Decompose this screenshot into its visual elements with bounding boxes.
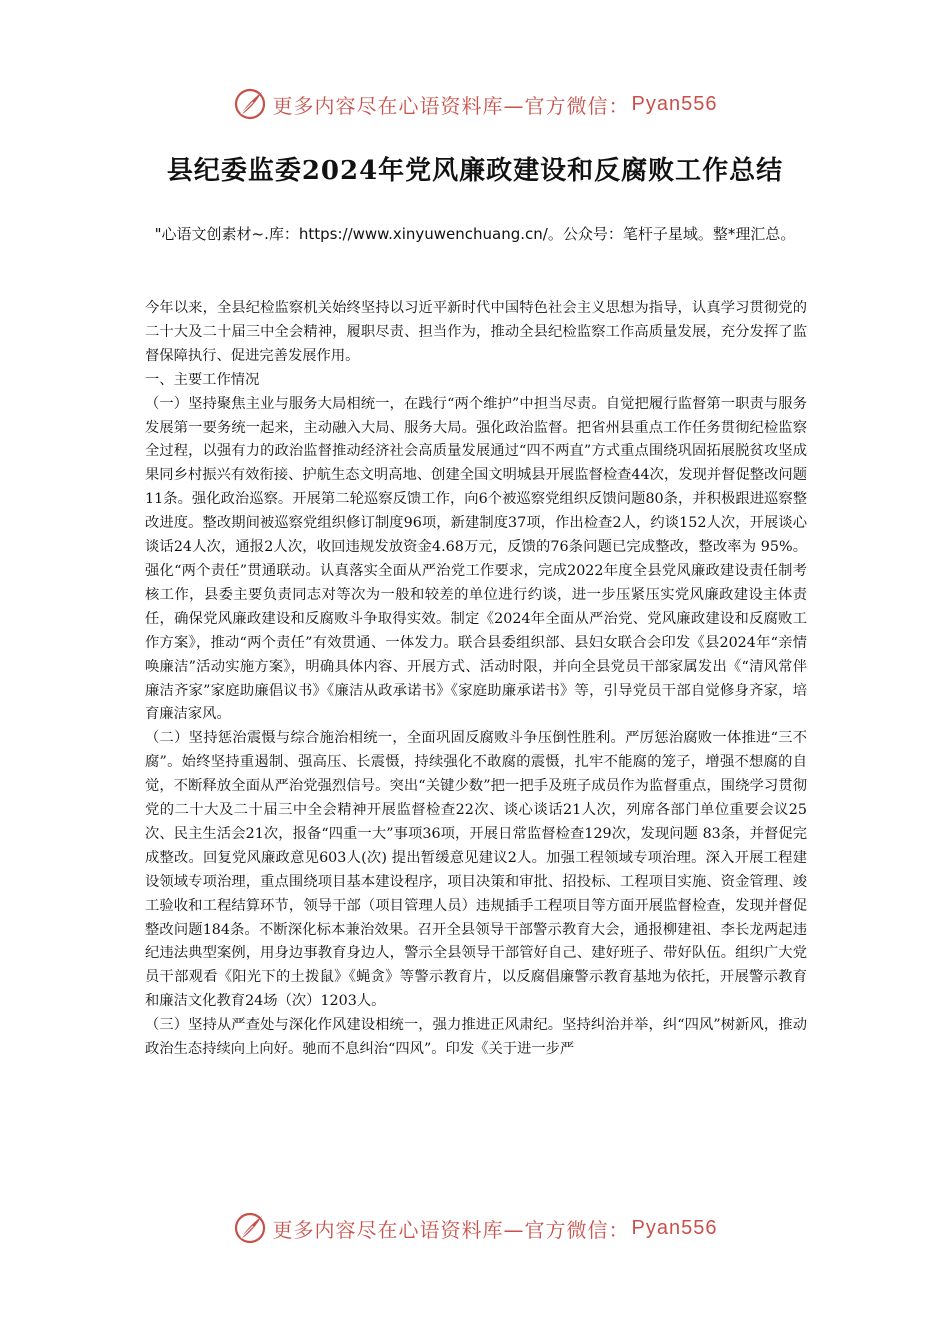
wechat-id: Pyan556	[631, 1216, 718, 1239]
watermark-text: 更多内容尽在心语资料库—官方微信：	[272, 1217, 630, 1242]
body-paragraph-2: （二）坚持惩治震慑与综合施治相统一，全面巩固反腐败斗争压倒性胜利。严厉惩治腐败一体推进“三不腐”。始终坚持重遏制、强高压、长震慑，持续强化不敢腐的震慑，扎牢不能腐的笼子，增强不想腐的自觉，不断释放全面从严治党强烈信号。突出“关键少数”把一把手及班子成员作为监督重点，围绕学习贯彻党的二十大及二十届三中全会精神开展监督检查22次、谈心谈话21人次，列席各部门单位重要会议25次、民主生活会21次，报备“四重一大”事项36项，开展日常监督检查129次，发现问题 83条，并督促完成整改。回复党风廉政意见603人(次) 提出暂缓意见建议2人。加强工程领域专项治理。深入开展工程建设领域专项治理，重点围绕项目基本建设程序，项目决策和审批、招投标、工程项目实施、资金管理、竣工验收和工程结算环节，领导干部（项目管理人员）违规插手工程项目等方面开展监督检查，发现并督促整改问题184条。不断深化标本兼治效果。召开全县领导干部警示教育大会，通报柳建祖、李长龙两起违纪违法典型案例，用身边事教育身边人，警示全县领导干部管好自己、建好班子、带好队伍。组织广大党员干部观看《阳光下的土拨鼠》《蝇贪》等警示教育片，以反腐倡廉警示教育基地为依托，开展警示教育和廉洁文化教育24场（次）1203人。	[145, 730, 807, 1010]
intro-paragraph: 今年以来，全县纪检监察机关始终坚持以习近平新时代中国特色社会主义思想为指导，认真学习贯彻党的二十大及二十届三中全会精神，履职尽责、担当作为，推动全县纪检监察工作高质量发展，充分发挥了监督保障执行、促进完善发展作用。	[145, 300, 807, 364]
section-heading: 一、主要工作情况	[145, 371, 260, 388]
wechat-id: Pyan556	[631, 92, 718, 115]
document-title: 县纪委监委2024年党风廉政建设和反腐败工作总结	[166, 156, 784, 186]
feather-pen-logo-icon	[233, 87, 267, 121]
body-paragraph-1: （一）坚持聚焦主业与服务大局相统一，在践行“两个维护”中担当尽责。自觉把履行监督第一职责与服务发展第一要务统一起来，主动融入大局、服务大局。强化政治监督。把省州县重点工作任务贯彻纪检监察全过程，以强有力的政治监督推动经济社会高质量发展通过“四不两直”方式重点围绕巩固拓展脱贫攻坚成果同乡村振兴有效衔接、护航生态文明高地、创建全国文明城县开展监督检查44次，发现并督促整改问题11条。强化政治巡察。开展第二轮巡察反馈工作，向6个被巡察党组织反馈问题80条，并积极跟进巡察整改进度。整改期间被巡察党组织修订制度96项，新建制度37项，作出检查2人，约谈152人次，开展谈心谈话24人次，通报2人次，收回违规发放资金4.68万元，反馈的76条问题已完成整改，整改率为 95%。强化“两个责任”贯通联动。认真落实全面从严治党工作要求，完成2022年度全县党风廉政建设责任制考核工作，县委主要负责同志对等次为一般和较差的单位进行约谈，进一步压紧压实党风廉政建设主体责任，确保党风廉政建设和反腐败斗争取得实效。制定《2024年全面从严治党、党风廉政建设和反腐败工作方案》，推动“两个责任”有效贯通、一体发力。联合县委组织部、县妇女联合会印发《县2024年“亲情唤廉洁”活动实施方案》，明确具体内容、开展方式、活动时限，并向全县党员干部家属发出《“清风常伴 廉洁齐家”家庭助廉倡议书》《廉洁从政承诺书》《家庭助廉承诺书》等，引导党员干部自觉修身齐家，培育廉洁家风。	[145, 395, 807, 723]
watermark-text: 更多内容尽在心语资料库—官方微信：	[272, 93, 630, 118]
document-body	[145, 297, 807, 1062]
body-paragraph-3: （三）坚持从严查处与深化作风建设相统一，强力推进正风肃纪。坚持纠治并举，纠“四风”树新风，推动政治生态持续向上向好。驰而不息纠治“四风”。印发《关于进一步严	[145, 1017, 807, 1058]
header-watermark-banner	[0, 84, 950, 124]
feather-pen-logo-icon	[233, 1211, 267, 1245]
footer-watermark-banner	[0, 1208, 950, 1248]
source-note: "心语文创素材~.库：https://www.xinyuwenchuang.cn/。公众号：笔杆子星域。整*理汇总。	[154, 225, 796, 243]
